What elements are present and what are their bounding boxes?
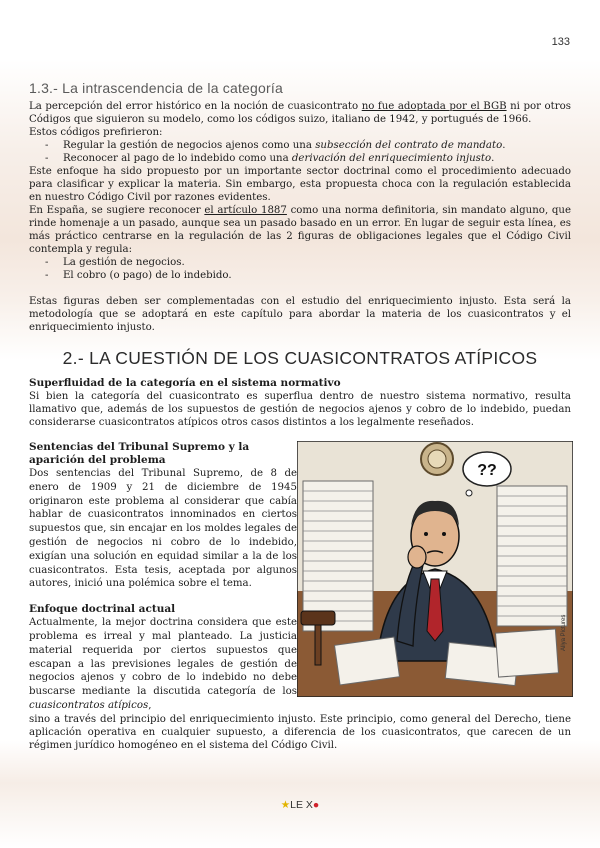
paragraph-espana: [29, 204, 571, 256]
text: ni por otros Códigos que siguieron su modelo, como los códigos suizo, italiano de 1942, y portugués de 1966.: [29, 101, 571, 125]
underlined-text-bgb: no fue adoptada por el BGB: [361, 101, 507, 112]
page-number: 133: [551, 36, 570, 48]
background-band-bottom: [0, 740, 600, 848]
spacer: [29, 429, 571, 441]
list-item: [29, 269, 571, 282]
subheading-superfluidad: Superfluidad de la categoría en el sistema normativo: [29, 377, 341, 389]
list-dash: -: [45, 153, 49, 164]
emphasis-text: derivación del enriquecimiento injusto: [291, 153, 492, 164]
paragraph-enriquecimiento: sino a través del principio del enriquecimiento injusto. Este principio, como general del Derecho, tiene aplicación operativa en cualquier supuesto, a diferencia de los cuasicontratos, que carecen de un régimen jurídico homogéneo en el sistema del Código Civil.: [29, 713, 571, 751]
list-item-text: La gestión de negocios.: [63, 257, 185, 268]
thought-bubble-text: ??: [477, 462, 497, 479]
left-eye: [424, 532, 428, 536]
drop-icon: ●: [312, 799, 320, 811]
paper-stack-right: [497, 486, 567, 626]
list-item: [29, 139, 571, 152]
text: La percepción del error histórico en la noción de cuasicontrato: [29, 101, 362, 112]
list-dash: -: [45, 270, 49, 281]
section-2-heading: 2.- LA CUESTIÓN DE LOS CUASICONTRATOS ATÍPICOS: [62, 348, 538, 368]
illustration-svg: [297, 441, 573, 697]
left-column: [29, 441, 297, 713]
emphasis-text: cuasicontratos atípicos: [29, 699, 149, 711]
text: Actualmente, la mejor doctrina considera que este problema es irreal y mal planteado. La justicia material requerida por ciertos supuestos que escapan a las previsiones legales de gestión de negocios ajenos y cobro de lo indebido no debe buscarse mediante la discutida categoría de los: [29, 617, 297, 698]
spacer: [29, 591, 297, 603]
emphasis-text: subsección del contrato de mandato: [315, 140, 503, 151]
illustration-confused-lawyer: [297, 441, 573, 697]
page-content: [29, 80, 571, 752]
spacer: [29, 282, 571, 295]
paragraph-superfluidad: Si bien la categoría del cuasicontrato es superflua dentro de nuestro sistema normativo, resulta llamativo que, además de los supuestos de gestión de negocios ajenos y cobro de lo indebido, puedan considerarse cuasicontratos atípicos otros casos distintos a los legalmente reseñados.: [29, 391, 571, 428]
paragraph-enfoque: Este enfoque ha sido propuesto por un importante sector doctrinal como el procedimiento adecuado para clasificar y explicar la materia. Sin embargo, esta propuesta choca con la regulación establecida en nuestro Código Civil por razones evidentes.: [29, 166, 571, 203]
text: .: [491, 153, 495, 164]
paragraph-figuras: Estas figuras deben ser complementadas con el estudio del enriquecimiento injusto. Esta será la metodología que se adoptará en este capítulo para abordar la materia de los cuasicontratos y el enriquecimiento injusto.: [29, 296, 571, 333]
subheading-sentencias: Sentencias del Tribunal Supremo y la aparición del problema: [29, 441, 250, 466]
list-item-text: [63, 139, 505, 152]
list-item-text: El cobro (o pago) de lo indebido.: [63, 270, 232, 281]
section-1-3-heading: 1.3.- La intrascendencia de la categoría: [29, 80, 283, 96]
paragraph-codigos-prefirieron: Estos códigos prefirieron:: [29, 127, 163, 138]
list-dash: -: [45, 140, 49, 151]
paragraph-enfoque-doctrinal: [29, 616, 297, 713]
right-eye: [442, 532, 446, 536]
two-column-block: [29, 441, 571, 713]
paragraph-error-historico: [29, 100, 571, 126]
paragraph-sentencias: Dos sentencias del Tribunal Supremo, de 8 de enero de 1909 y 21 de diciembre de 1945 originaron este problema al considerar que cabía hablar de cuasicontratos innominados en ciertos supuestos que, sin encajar en los moldes legales de gestión de negocios ni cobro de lo indebido, exigían una solución en equidad similar a la de los cuasicontratos. Esta tesis, aceptada por algunos autores, inició una polémica sobre el tema.: [29, 468, 297, 590]
text: Regular la gestión de negocios ajenos como una: [63, 140, 316, 151]
list-item-text: [63, 152, 494, 165]
text: ,: [148, 699, 152, 711]
subheading-enfoque-doctrinal: Enfoque doctrinal actual: [29, 603, 176, 616]
list-dash: -: [45, 257, 49, 268]
illustration-signature: Aliya Pictures: [561, 614, 567, 651]
text: .: [502, 140, 506, 151]
footer-logo-text: LE X: [290, 799, 313, 811]
underlined-text-articulo: el artículo 1887: [204, 205, 287, 216]
text: como una norma definitoria, sin mandato alguno, que rinde homenaje a un pasado, aunque sea un pasado basado en un error. En lugar de seguir esta línea, es más práctico centrarse en la regulación de las 2 figuras de obligaciones legales que el Código Civil contempla y regula:: [29, 205, 571, 255]
list-item: [29, 152, 571, 165]
star-icon: ★: [280, 799, 291, 811]
list-item: [29, 256, 571, 269]
thought-bubble-dot: [466, 490, 472, 496]
text: En España, se sugiere reconocer: [29, 205, 205, 216]
wall-seal-inner: [428, 450, 446, 468]
paper-stack-left: [303, 481, 373, 631]
hand: [408, 546, 426, 568]
text: Reconocer al pago de lo indebido como una: [63, 153, 292, 164]
footer-logo: [0, 799, 600, 811]
